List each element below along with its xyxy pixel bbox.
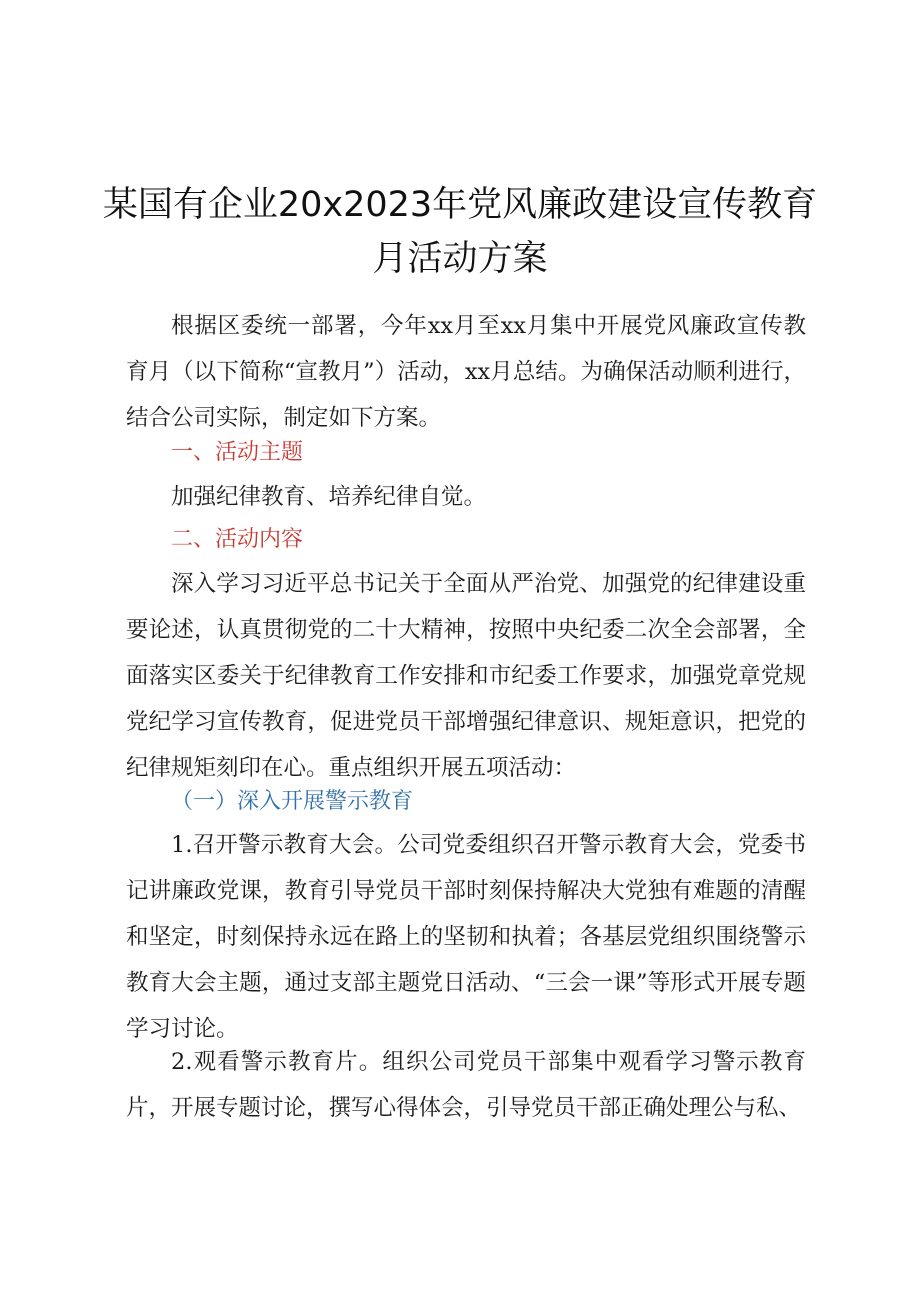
section-heading-theme: 一、活动主题 (171, 440, 304, 465)
intro-paragraph: 根据区委统一部署，今年xx月至xx月集中开展党风廉政宣传教育月（以下简称“宣教月”）活动，xx月总结。为确保活动顺利进行，结合公司实际，制定如下方案。 (126, 313, 806, 431)
document-title: 某国有企业20x2023年党风廉政建设宣传教育月活动方案 (102, 185, 818, 279)
item-2-paragraph: 2.观看警示教育片。组织公司党员干部集中观看学习警示教育片，开展专题讨论，撰写心得体会，引导党员干部正确处理公与私、 (126, 1049, 806, 1121)
theme-paragraph: 加强纪律教育、培养纪律自觉。 (171, 484, 487, 510)
section-heading-content: 二、活动内容 (171, 527, 304, 552)
item-1-paragraph: 1.召开警示教育大会。公司党委组织召开警示教育大会，党委书记讲廉政党课，教育引导党员干部时刻保持解决大党独有难题的清醒和坚定，时刻保持永远在路上的坚韧和执着；各基层党组织围绕警示教育大会主题，通过支部主题党日活动、“三会一课”等形式开展专题学习讨论。 (126, 832, 806, 1042)
subsection-heading-warning-education: （一）深入开展警示教育 (171, 789, 414, 814)
content-paragraph: 深入学习习近平总书记关于全面从严治党、加强党的纪律建设重要论述，认真贯彻党的二十大精神，按照中央纪委二次全会部署，全面落实区委关于纪律教育工作安排和市纪委工作要求，加强党章党规党纪学习宣传教育，促进党员干部增强纪律意识、规矩意识，把党的纪律规矩刻印在心。重点组织开展五项活动： (126, 571, 806, 781)
